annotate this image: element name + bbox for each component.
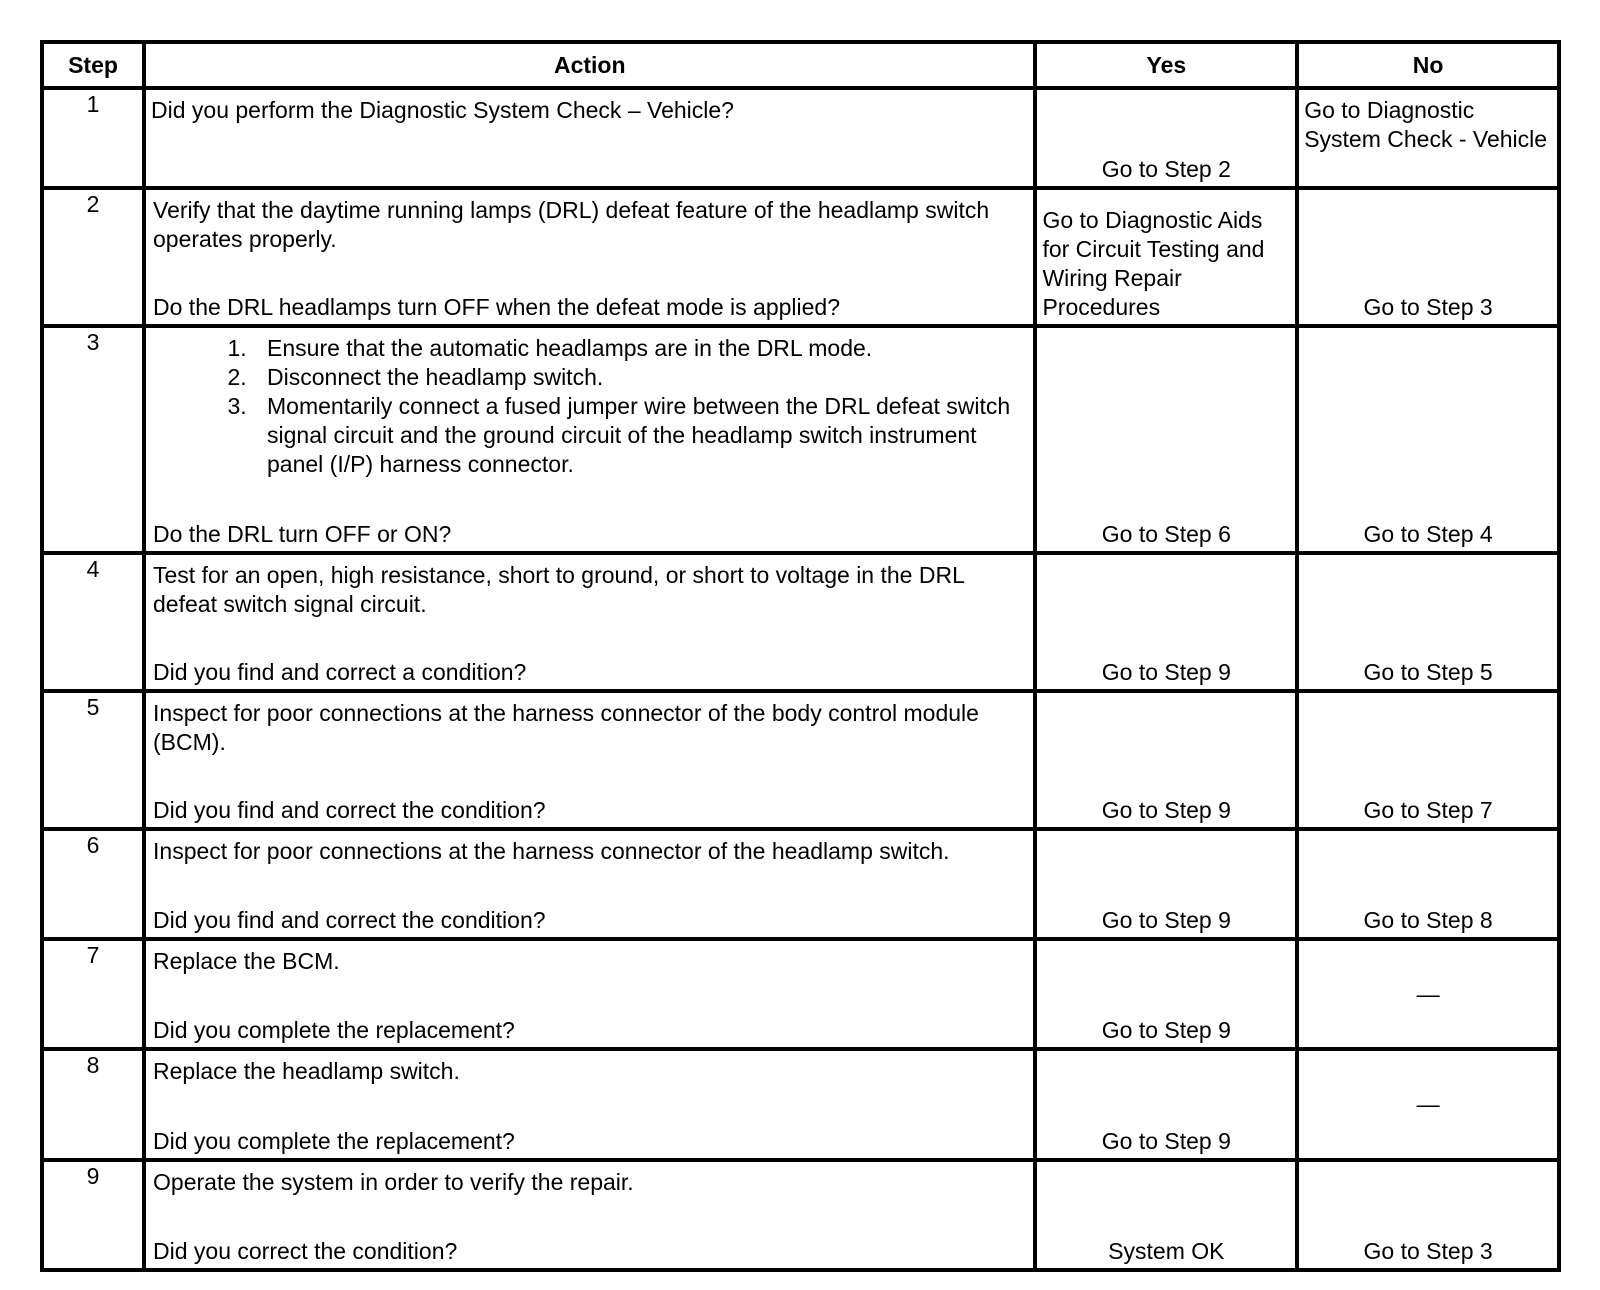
step-number: 2 xyxy=(42,188,144,326)
no-cell xyxy=(1297,326,1559,553)
table-row xyxy=(42,691,1559,829)
no-cell xyxy=(1297,1160,1559,1270)
action-text: Verify that the daytime running lamps (DRL) defeat feature of the headlamp switch operates properly. xyxy=(153,196,990,252)
step-number: 3 xyxy=(42,326,144,553)
yes-text: Go to Step 2 xyxy=(1101,155,1231,182)
step-number: 6 xyxy=(42,829,144,939)
no-text: Go to Step 8 xyxy=(1363,907,1493,934)
yes-cell xyxy=(1035,188,1297,326)
yes-text: Go to Step 9 xyxy=(1101,658,1231,685)
yes-cell xyxy=(1035,691,1297,829)
action-question: Did you find and correct a condition? xyxy=(153,658,527,685)
no-text: Go to Diagnostic System Check - Vehicle xyxy=(1304,97,1548,152)
action-text: Inspect for poor connections at the harness connector of the headlamp switch. xyxy=(153,837,950,864)
action-cell xyxy=(144,553,1035,691)
yes-cell xyxy=(1035,326,1297,553)
action-text: Inspect for poor connections at the harness connector of the body control module (BCM). xyxy=(153,699,979,755)
table-row xyxy=(42,1160,1559,1270)
yes-text: Go to Diagnostic Aids for Circuit Testing and Wiring Repair Procedures xyxy=(1042,207,1265,321)
no-cell xyxy=(1297,939,1559,1049)
diagnostic-table xyxy=(40,40,1561,1272)
action-question: Did you complete the replacement? xyxy=(153,1127,515,1154)
no-cell xyxy=(1297,553,1559,691)
no-cell xyxy=(1297,829,1559,939)
no-text: Go to Step 4 xyxy=(1363,520,1493,547)
action-question: Did you correct the condition? xyxy=(153,1238,458,1264)
action-cell xyxy=(144,88,1035,188)
action-text: Replace the headlamp switch. xyxy=(153,1058,460,1085)
no-cell xyxy=(1297,188,1559,326)
action-text: Test for an open, high resistance, short to ground, or short to voltage in the DRL defeat switch signal circuit. xyxy=(153,561,965,617)
action-list-item: 3. Momentarily connect a fused jumper wire between the DRL defeat switch signal circuit and the ground circuit of the headlamp switch instrument panel (I/P) harness connector. xyxy=(253,392,1027,479)
table-row xyxy=(42,326,1559,553)
yes-cell xyxy=(1035,939,1297,1049)
action-list-item: 2. Disconnect the headlamp switch. xyxy=(253,363,1027,392)
action-cell xyxy=(144,1160,1035,1270)
header-action: Action xyxy=(144,42,1035,88)
no-text: — xyxy=(1416,980,1440,1007)
action-list-item: 1. Ensure that the automatic headlamps are in the DRL mode. xyxy=(253,334,1027,363)
no-text: Go to Step 5 xyxy=(1363,658,1493,685)
table-row xyxy=(42,939,1559,1049)
yes-cell xyxy=(1035,829,1297,939)
table-row xyxy=(42,829,1559,939)
action-text: Operate the system in order to verify the repair. xyxy=(153,1168,634,1195)
action-text: Did you perform the Diagnostic System Check – Vehicle? xyxy=(151,97,734,123)
yes-text: Go to Step 6 xyxy=(1101,520,1231,547)
header-yes: Yes xyxy=(1035,42,1297,88)
no-text: Go to Step 3 xyxy=(1363,294,1493,321)
action-question: Do the DRL headlamps turn OFF when the defeat mode is applied? xyxy=(153,294,840,321)
action-question: Did you complete the replacement? xyxy=(153,1017,515,1044)
yes-cell xyxy=(1035,1160,1297,1270)
step-number: 9 xyxy=(42,1160,144,1270)
no-cell xyxy=(1297,691,1559,829)
yes-text: Go to Step 9 xyxy=(1101,1127,1231,1154)
action-cell xyxy=(144,939,1035,1049)
no-cell xyxy=(1297,1049,1559,1159)
yes-cell xyxy=(1035,1049,1297,1159)
header-no: No xyxy=(1297,42,1559,88)
table-row xyxy=(42,1049,1559,1159)
yes-text: Go to Step 9 xyxy=(1101,796,1231,823)
step-number: 1 xyxy=(42,88,144,188)
step-number: 4 xyxy=(42,553,144,691)
header-step: Step xyxy=(42,42,144,88)
table-row xyxy=(42,553,1559,691)
action-cell xyxy=(144,326,1035,553)
action-question: Did you find and correct the condition? xyxy=(153,907,546,934)
no-text: Go to Step 7 xyxy=(1363,796,1493,823)
no-cell xyxy=(1297,88,1559,188)
yes-cell xyxy=(1035,88,1297,188)
action-text: Replace the BCM. xyxy=(153,948,340,975)
action-question: Do the DRL turn OFF or ON? xyxy=(153,520,452,547)
step-number: 8 xyxy=(42,1049,144,1159)
no-text: — xyxy=(1416,1091,1440,1118)
no-text: Go to Step 3 xyxy=(1363,1238,1493,1264)
action-cell xyxy=(144,188,1035,326)
header-row xyxy=(42,42,1559,88)
yes-text: Go to Step 9 xyxy=(1101,1017,1231,1044)
step-number: 5 xyxy=(42,691,144,829)
action-list xyxy=(153,334,1027,479)
yes-text: Go to Step 9 xyxy=(1101,907,1231,934)
yes-cell xyxy=(1035,553,1297,691)
action-cell xyxy=(144,1049,1035,1159)
yes-text: System OK xyxy=(1108,1238,1225,1264)
step-number: 7 xyxy=(42,939,144,1049)
action-cell xyxy=(144,829,1035,939)
table-row xyxy=(42,188,1559,326)
action-cell xyxy=(144,691,1035,829)
table-row xyxy=(42,88,1559,188)
action-question: Did you find and correct the condition? xyxy=(153,796,546,823)
